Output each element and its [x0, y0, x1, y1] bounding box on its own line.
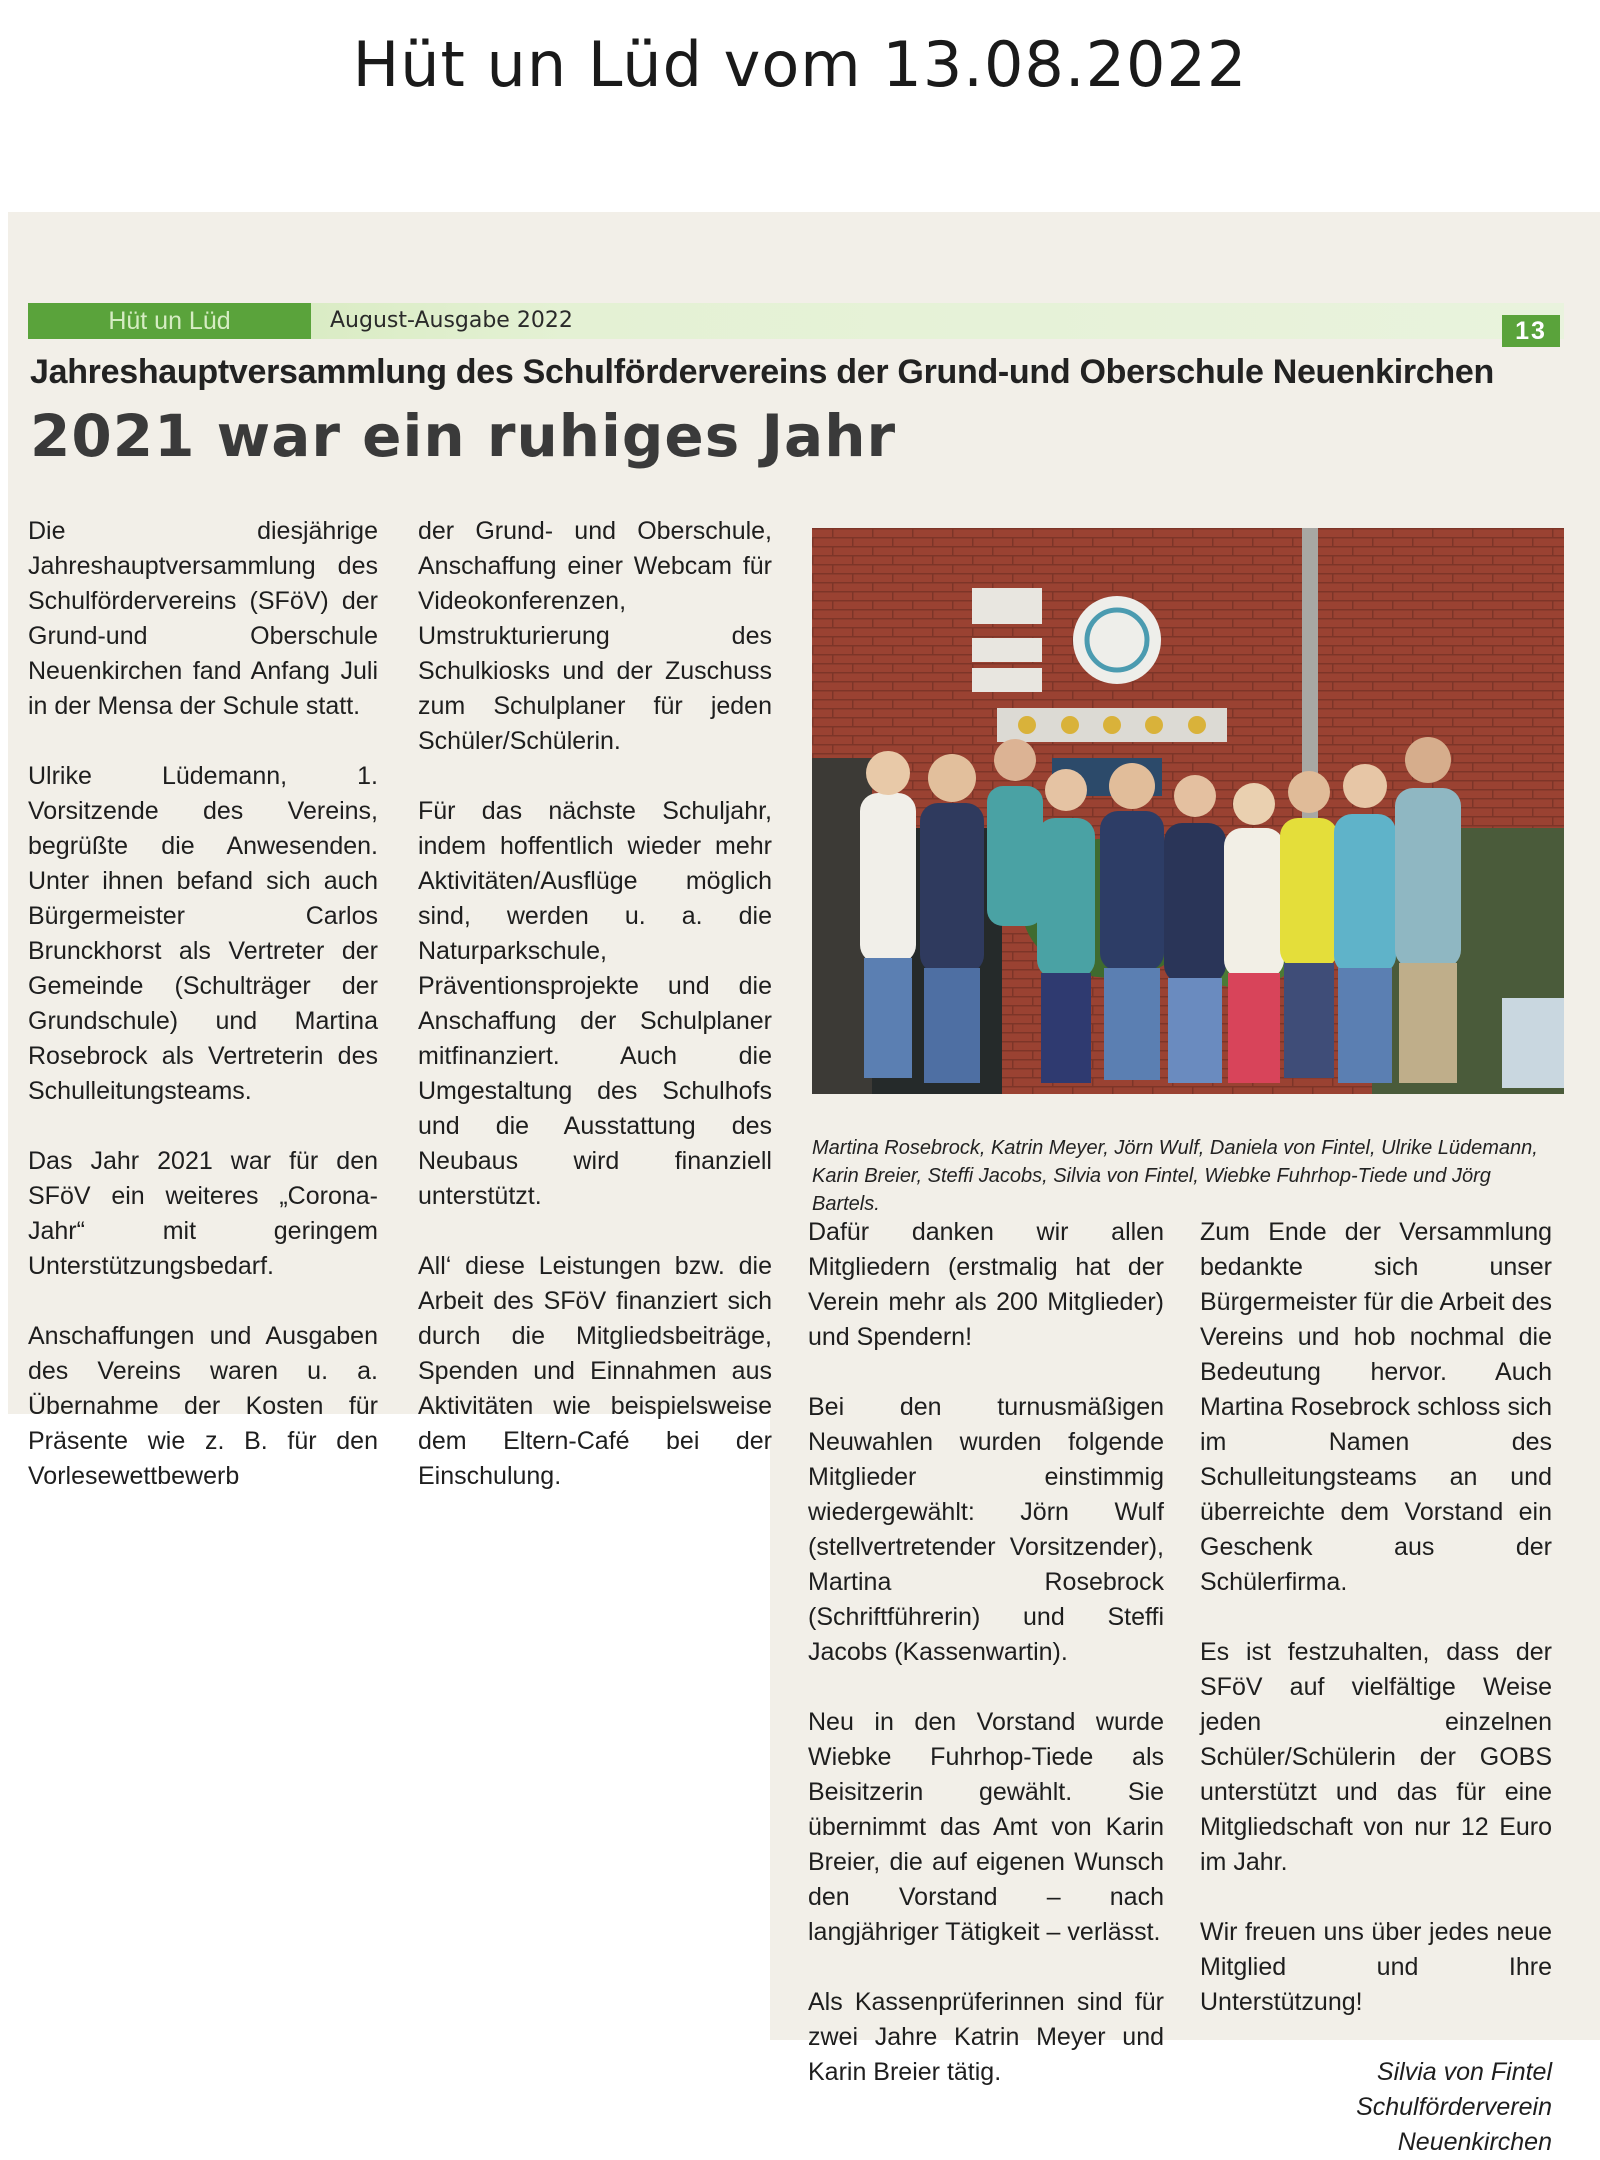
- issue-label: August-Ausgabe 2022: [330, 308, 573, 333]
- paragraph: Ulrike Lüdemann, 1. Vorsitzende des Vereins, begrüßte die Anwesenden. Unter ihnen befand sich auch Bürgermeister Carlos Brunckhorst als Vertreter der Gemeinde (Schulträger der Grundschule) und Martina Rosebrock als Vertreterin des Schulleitungsteams.: [28, 762, 378, 1105]
- page-number: 13: [1502, 315, 1560, 347]
- paragraph: Anschaffungen und Ausgaben des Vereins waren u. a. Übernahme der Kosten für Präsente wie z. B. für den Vorlesewettbewerb: [28, 1322, 378, 1490]
- paragraph: Das Jahr 2021 war für den SFöV ein weiteres „Corona-Jahr“ mit geringem Unterstützungsbedarf.: [28, 1147, 378, 1280]
- article-column-1: [28, 514, 378, 1494]
- photo-caption: Martina Rosebrock, Katrin Meyer, Jörn Wulf, Daniela von Fintel, Ulrike Lüdemann, Karin Breier, Steffi Jacobs, Silvia von Fintel, Wiebke Fuhrhop-Tiede und Jörg Bartels.: [812, 1137, 1538, 1215]
- article-headline: 2021 war ein ruhiges Jahr: [30, 402, 897, 470]
- article-column-2: [418, 514, 772, 1494]
- group-photo-illustration: [812, 528, 1564, 1094]
- signature-organization: Schulförderverein Neuenkirchen: [1356, 2093, 1552, 2156]
- paragraph: Dafür danken wir allen Mitgliedern (erstmalig hat der Verein mehr als 200 Mitglieder) und Spendern!: [808, 1218, 1164, 1351]
- page-title: Hüt un Lüd vom 13.08.2022: [352, 28, 1248, 101]
- signature-author: Silvia von Fintel: [1376, 2058, 1552, 2086]
- paragraph: Bei den turnusmäßigen Neuwahlen wurden folgende Mitglieder einstimmig wiedergewählt: Jörn Wulf (stellvertretender Vorsitzender), Martina Rosebrock (Schriftführerin) und Steffi Jacobs (Kassenwartin).: [808, 1393, 1164, 1666]
- paragraph: Neu in den Vorstand wurde Wiebke Fuhrhop-Tiede als Beisitzerin gewählt. Sie übernimmt das Amt von Karin Breier, die auf eigenen Wunsch den Vorstand – nach langjähriger Tätigkeit – verlässt.: [808, 1708, 1164, 1946]
- article-kicker: Jahreshauptversammlung des Schulfördervereins der Grund-und Oberschule Neuenkirchen: [30, 353, 1494, 391]
- paragraph: All‘ diese Leistungen bzw. die Arbeit des SFöV finanziert sich durch die Mitgliedsbeiträge, Spenden und Einnahmen aus Aktivitäten wie beispielsweise dem Eltern-Café bei der Einschulung.: [418, 1252, 772, 1490]
- source-label: Hüt un Lüd: [108, 307, 231, 335]
- paragraph: Wir freuen uns über jedes neue Mitglied und Ihre Unterstützung!: [1200, 1918, 1552, 2016]
- article-signature: [1200, 2055, 1552, 2160]
- paragraph: Es ist festzuhalten, dass der SFöV auf vielfältige Weise jeden einzelnen Schüler/Schülerin der GOBS unterstützt und das für eine Mitgliedschaft von nur 12 Euro im Jahr.: [1200, 1638, 1552, 1876]
- paragraph: der Grund- und Oberschule, Anschaffung einer Webcam für Videokonferenzen, Umstrukturierung des Schulkiosks und der Zuschuss zum Schulplaner für jeden Schüler/Schülerin.: [418, 517, 772, 755]
- article-column-3: [808, 1215, 1164, 2090]
- paragraph: Als Kassenprüferinnen sind für zwei Jahre Katrin Meyer und Karin Breier tätig.: [808, 1988, 1164, 2086]
- group-photo: [812, 528, 1564, 1094]
- paragraph: Die diesjährige Jahreshauptversammlung des Schulfördervereins (SFöV) der Grund-und Oberschule Neuenkirchen fand Anfang Juli in der Mensa der Schule statt.: [28, 517, 378, 720]
- paragraph: Zum Ende der Versammlung bedankte sich unser Bürgermeister für die Arbeit des Vereins und hob nochmal die Bedeutung hervor. Auch Martina Rosebrock schloss sich im Namen des Schulleitungsteams an und überreichte dem Vorstand ein Geschenk aus der Schülerfirma.: [1200, 1218, 1552, 1596]
- article-column-4: [1200, 1215, 1552, 2160]
- paragraph: Für das nächste Schuljahr, indem hoffentlich wieder mehr Aktivitäten/Ausflüge möglich sind, werden u. a. die Naturparkschule, Präventionsprojekte und die Anschaffung der Schulplaner mitfinanziert. Auch die Umgestaltung des Schulhofs und die Ausstattung des Neubaus wird finanziell unterstützt.: [418, 797, 772, 1210]
